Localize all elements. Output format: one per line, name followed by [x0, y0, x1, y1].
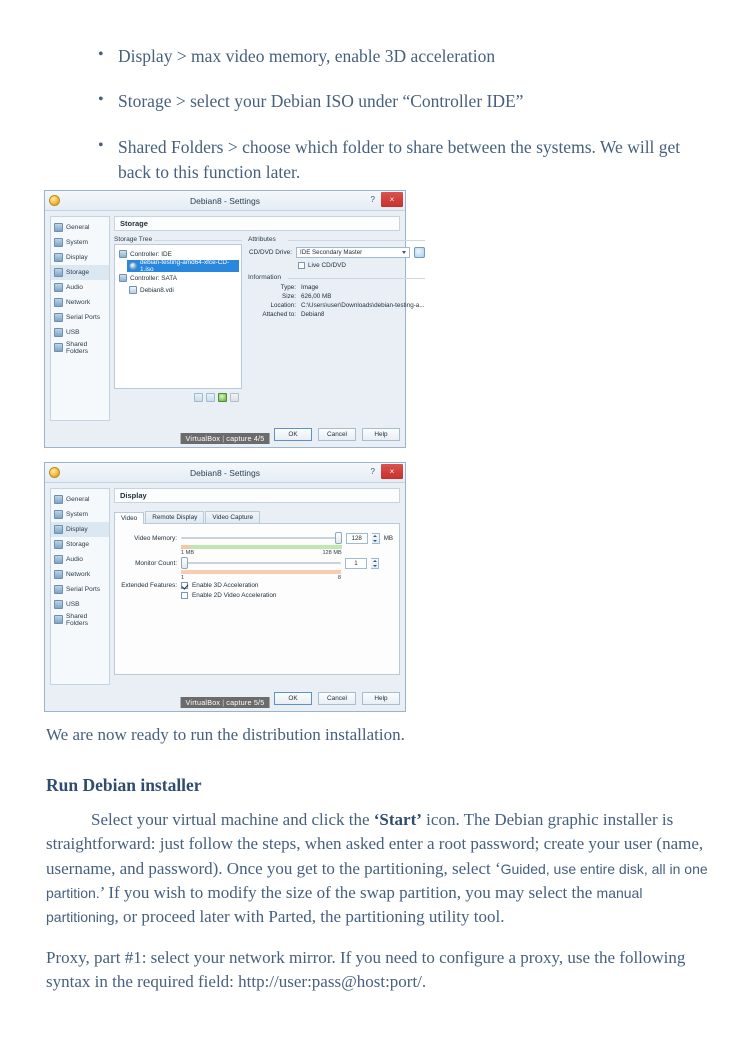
- sidebar-item-label: Audio: [66, 556, 83, 563]
- list-item: • Shared Folders > choose which folder to share between the systems. We will get back to this function later.: [96, 135, 706, 186]
- add-attachment-icon[interactable]: [206, 393, 215, 402]
- sidebar-item-shared-folders[interactable]: [51, 340, 109, 355]
- sidebar-item-label: Serial Ports: [66, 586, 101, 593]
- live-cd-row[interactable]: [298, 262, 425, 269]
- installer-text-1: Select your virtual machine and click the: [91, 810, 374, 829]
- shared-folders-icon: [54, 615, 63, 624]
- remove-icon[interactable]: [218, 393, 227, 402]
- add-controller-icon[interactable]: [194, 393, 203, 402]
- page-title: Display: [114, 488, 400, 503]
- cddvd-drive-value: IDE Secondary Master: [300, 249, 363, 256]
- display-icon: [54, 253, 63, 262]
- enable-2d-video-acceleration-label: Enable 2D Video Acceleration: [192, 592, 277, 599]
- sidebar-item-label: Shared Folders: [66, 340, 88, 355]
- sidebar-item-serial-ports[interactable]: [51, 582, 109, 597]
- extended-features-row-2: [121, 592, 393, 599]
- settings-panel: [114, 216, 425, 421]
- info-row: [248, 284, 425, 291]
- sidebar-item-label: System: [66, 239, 88, 246]
- sidebar-item-system[interactable]: [51, 235, 109, 250]
- window-title: Debian8 - Settings: [190, 467, 260, 478]
- page-title: Storage: [114, 216, 400, 231]
- caption-source: VirtualBox: [185, 698, 221, 707]
- information-label: Information: [248, 274, 425, 282]
- system-icon: [54, 238, 63, 247]
- window-controls: [368, 192, 403, 207]
- tree-row-label: Controller: IDE: [130, 250, 172, 258]
- figure-caption: VirtualBox | capture 4/5: [181, 433, 270, 444]
- info-row: [248, 302, 425, 309]
- virtualbox-storage-settings-window: [44, 190, 425, 448]
- ok-button[interactable]: OK: [274, 428, 312, 441]
- installer-text-2: icon. The Debian graphic installer is straightforward: just follow the steps, when asked enter a root password; create your user (name, username, and password). Once you get to the partitioning, select ‘: [46, 810, 704, 878]
- cddvd-drive-select[interactable]: [296, 247, 410, 258]
- slider-ticks: [181, 550, 342, 556]
- monitor-count-label: Monitor Count:: [135, 560, 177, 567]
- cd-icon: [129, 262, 137, 270]
- sidebar-item-label: General: [66, 224, 90, 231]
- sidebar-item-storage[interactable]: [51, 537, 109, 552]
- serial-ports-icon: [54, 313, 63, 322]
- cddvd-drive-row: [248, 247, 425, 258]
- video-memory-row: [121, 532, 393, 556]
- manual-partition-option: manual partitioning: [46, 884, 643, 926]
- help-icon[interactable]: ?: [370, 467, 375, 476]
- audio-icon: [54, 283, 63, 292]
- sidebar-item-general[interactable]: [51, 492, 109, 507]
- video-memory-unit: MB: [383, 535, 393, 542]
- monitor-count-slider[interactable]: [181, 557, 341, 581]
- cancel-button[interactable]: Cancel: [318, 692, 356, 705]
- general-icon: [54, 223, 63, 232]
- help-icon[interactable]: ?: [370, 195, 375, 204]
- tab-remote-display[interactable]: Remote Display: [145, 511, 204, 523]
- sidebar-item-label: Audio: [66, 284, 83, 291]
- info-value: 626,00 MB: [301, 293, 332, 300]
- settings-panel: [114, 488, 400, 685]
- guided-partition-option: Guided, use entire disk, all in one partition.: [46, 860, 708, 901]
- tree-row-label: Debian8.vdi: [140, 286, 174, 294]
- installer-text-3: ’ If you wish to modify the size of the swap partition, you may select the: [99, 882, 597, 902]
- window-controls: [368, 464, 403, 479]
- info-key: Location:: [270, 302, 296, 309]
- list-item: • Storage > select your Debian ISO under “Controller IDE”: [96, 89, 706, 114]
- usb-icon: [54, 600, 63, 609]
- start-icon-label: ‘Start’: [373, 810, 422, 829]
- enable-2d-video-acceleration-checkbox[interactable]: [181, 592, 188, 599]
- sidebar-item-display[interactable]: [51, 250, 109, 265]
- section-heading: Run Debian installer: [46, 775, 202, 795]
- sidebar-item-label: Display: [66, 526, 88, 533]
- network-icon: [54, 298, 63, 307]
- live-cd-checkbox[interactable]: [298, 262, 305, 269]
- refresh-icon[interactable]: [414, 247, 425, 258]
- chevron-down-icon: [402, 251, 406, 254]
- title-bar: [45, 463, 405, 483]
- sidebar-item-label: System: [66, 511, 88, 518]
- ok-button[interactable]: OK: [274, 692, 312, 705]
- shared-folders-icon: [54, 343, 63, 352]
- video-memory-label: Video Memory:: [134, 535, 177, 542]
- sidebar-item-serial-ports[interactable]: [51, 310, 109, 325]
- storage-tree-toolbar: [194, 393, 239, 402]
- slider-max-tick: 128 MB: [322, 550, 342, 556]
- enable-3d-acceleration-label: Enable 3D Acceleration: [192, 582, 259, 589]
- sidebar-item-shared-folders[interactable]: [51, 612, 109, 627]
- sidebar-item-label: USB: [66, 601, 80, 608]
- close-icon[interactable]: ×: [381, 192, 403, 207]
- storage-tree-group: [114, 236, 242, 421]
- sata-controller-icon: [119, 274, 127, 282]
- sidebar-item-label: Storage: [66, 541, 90, 548]
- virtualbox-display-settings-window: [44, 462, 406, 712]
- general-icon: [54, 495, 63, 504]
- slider-handle[interactable]: [335, 532, 342, 544]
- storage-icon: [54, 540, 63, 549]
- caption-label: capture 4/5: [226, 434, 265, 443]
- settings-sidebar: [50, 216, 110, 421]
- slider-range-bar: [181, 545, 342, 549]
- info-value: C:\Users\user\Downloads\debian-testing-a...: [301, 302, 425, 309]
- display-icon: [54, 525, 63, 534]
- window-body: [45, 211, 425, 447]
- live-cd-label: Live CD/DVD: [308, 262, 346, 269]
- info-value: Debian8: [301, 311, 325, 318]
- enable-3d-acceleration-checkbox[interactable]: [181, 582, 188, 589]
- cddvd-drive-label: CD/DVD Drive:: [249, 249, 292, 256]
- tab-video-capture[interactable]: Video Capture: [205, 511, 260, 523]
- hard-disk-icon: [129, 286, 137, 294]
- video-tab-panel: [114, 523, 400, 675]
- monitor-count-stepper[interactable]: [371, 558, 379, 569]
- info-row: [248, 293, 425, 300]
- info-value: Image: [301, 284, 319, 291]
- info-key: Size:: [282, 293, 296, 300]
- slider-min-tick: 1 MB: [181, 550, 195, 556]
- display-tabs: [114, 511, 400, 523]
- network-icon: [54, 570, 63, 579]
- sidebar-item-label: Shared Folders: [66, 612, 88, 627]
- extended-features-row: [121, 582, 393, 589]
- serial-ports-icon: [54, 585, 63, 594]
- tree-row[interactable]: [117, 272, 239, 284]
- sidebar-item-system[interactable]: [51, 507, 109, 522]
- sidebar-item-usb[interactable]: [51, 325, 109, 340]
- installer-text-4: , or proceed later with Parted, the partitioning utility tool.: [114, 907, 505, 927]
- attributes-group: [248, 236, 425, 421]
- info-key: Type:: [280, 284, 296, 291]
- ready-paragraph: We are now ready to run the distribution installation.: [46, 725, 405, 744]
- sidebar-item-label: Storage: [66, 269, 90, 276]
- slider-min-tick: 1: [181, 575, 185, 581]
- close-icon[interactable]: ×: [381, 464, 403, 479]
- proxy-paragraph: Proxy, part #1: select your network mirror. If you need to configure a proxy, use the following syntax in the required field: http://user:pass@host:port/.: [46, 948, 686, 992]
- slider-handle[interactable]: [181, 557, 188, 569]
- storage-area: [114, 236, 425, 421]
- sidebar-item-network[interactable]: [51, 567, 109, 582]
- window-title: Debian8 - Settings: [190, 195, 260, 206]
- monitor-count-row: [121, 557, 393, 581]
- monitor-count-input[interactable]: 1: [345, 558, 367, 569]
- title-bar: [45, 191, 405, 211]
- sidebar-item-label: General: [66, 496, 90, 503]
- storage-tree[interactable]: [114, 244, 242, 389]
- installer-paragraph: [46, 808, 708, 929]
- tree-row-label: Controller: SATA: [130, 274, 177, 282]
- figure-caption: VirtualBox | capture 5/5: [181, 697, 270, 708]
- help-button[interactable]: Help: [362, 428, 400, 441]
- sidebar-item-label: USB: [66, 329, 80, 336]
- sidebar-item-network[interactable]: [51, 295, 109, 310]
- cancel-button[interactable]: Cancel: [318, 428, 356, 441]
- sidebar-item-label: Network: [66, 299, 91, 306]
- window-body: [45, 483, 405, 711]
- video-memory-slider[interactable]: [181, 532, 342, 556]
- caption-label: capture 5/5: [226, 698, 265, 707]
- tree-row[interactable]: [117, 284, 239, 296]
- info-key: Attached to:: [262, 311, 296, 318]
- caption-source: VirtualBox: [185, 434, 221, 443]
- extended-features-label: Extended Features:: [121, 582, 177, 589]
- storage-icon: [54, 268, 63, 277]
- system-icon: [54, 510, 63, 519]
- list-item: • Display > max video memory, enable 3D acceleration: [96, 44, 706, 69]
- sidebar-item-display[interactable]: [51, 522, 109, 537]
- tab-video[interactable]: Video: [114, 512, 144, 524]
- ide-controller-icon: [119, 250, 127, 258]
- sidebar-item-label: Network: [66, 571, 91, 578]
- storage-tree-label: Storage Tree: [114, 236, 242, 244]
- video-memory-input[interactable]: 128: [346, 533, 368, 544]
- usb-icon: [54, 328, 63, 337]
- slider-track: [181, 537, 342, 539]
- slider-track: [181, 562, 341, 564]
- video-memory-stepper[interactable]: [372, 533, 380, 544]
- help-button[interactable]: Help: [362, 692, 400, 705]
- sidebar-item-audio[interactable]: [51, 552, 109, 567]
- slider-ticks: [181, 575, 341, 581]
- info-row: [248, 311, 425, 318]
- tree-row[interactable]: [127, 260, 239, 272]
- sidebar-item-label: Serial Ports: [66, 314, 101, 321]
- attributes-label: Attributes: [248, 236, 425, 244]
- sidebar-item-usb[interactable]: [51, 597, 109, 612]
- tree-row-label: debian-testing-amd64-xfce-CD-1.iso: [140, 259, 230, 273]
- sidebar-item-storage[interactable]: [51, 265, 109, 280]
- sidebar-item-label: Display: [66, 254, 88, 261]
- sidebar-item-general[interactable]: [51, 220, 109, 235]
- slider-max-tick: 8: [337, 575, 341, 581]
- remove-attachment-icon[interactable]: [230, 393, 239, 402]
- sidebar-item-audio[interactable]: [51, 280, 109, 295]
- settings-sidebar: [50, 488, 110, 685]
- instruction-bullet-list: [96, 44, 706, 206]
- audio-icon: [54, 555, 63, 564]
- slider-range-bar: [181, 570, 341, 574]
